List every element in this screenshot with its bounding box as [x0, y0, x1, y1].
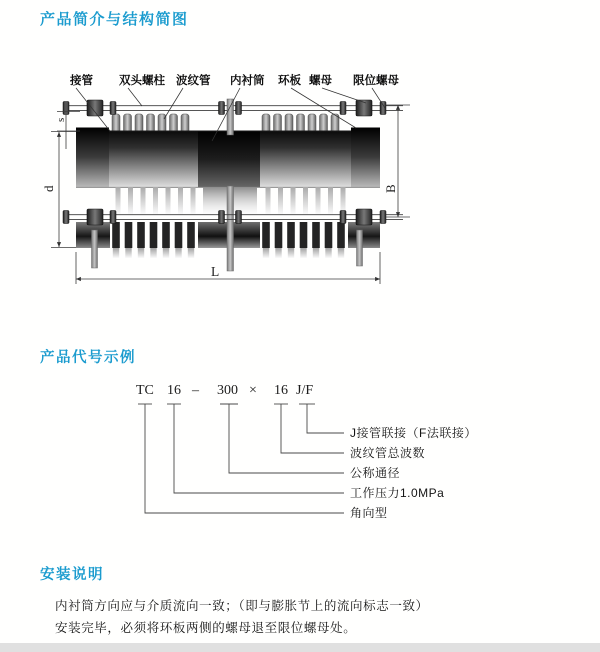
dim-label-s: s: [55, 117, 67, 122]
code-segment-dash: –: [192, 383, 199, 398]
label-double-end-stud: 双头螺柱: [119, 75, 165, 87]
label-bellows: 波纹管: [176, 75, 211, 87]
bellows-ribs-right: [262, 114, 339, 133]
bellows-ribs-left: [112, 114, 189, 133]
code-segment-times: ×: [249, 383, 257, 398]
install-instruction-line1: 内衬筒方向应与介质流向一致；（即与膨胀节上的流向标志一致）: [55, 599, 429, 613]
install-section-title: 安装说明: [40, 567, 104, 583]
callout-wave-count: 波纹管总波数: [350, 446, 426, 460]
label-connecting-pipe: 接管: [70, 75, 93, 87]
upper-shell: [76, 128, 380, 188]
callout-connection-type: J接管联接（F法联接）: [350, 426, 477, 440]
right-pipe-end: [351, 128, 380, 188]
inner-liner-band: [198, 131, 260, 187]
code-segment-pressure: 16: [167, 383, 181, 398]
callout-nominal-diameter: 公称通径: [350, 466, 401, 480]
center-ring-plate-stud-lower: [227, 186, 234, 271]
code-segment-waves: 16: [274, 383, 288, 398]
install-instruction-line2: 安装完毕，必须将环板两侧的螺母退至限位螺母处。: [55, 621, 357, 635]
expansion-joint-drawing: [41, 73, 410, 284]
part-labels: [69, 73, 399, 87]
center-ring-plate-stud-upper: [227, 99, 234, 135]
dim-label-d: d: [41, 185, 56, 192]
label-limit-nut: 限位螺母: [353, 75, 399, 87]
code-callout-connectors: [138, 404, 344, 513]
code-section-title: 产品代号示例: [40, 350, 136, 366]
page-bottom-edge: [0, 643, 600, 652]
callout-working-pressure: 工作压力1.0MPa: [350, 486, 445, 500]
dim-label-B: B: [383, 184, 398, 193]
left-pipe-end: [76, 128, 109, 188]
code-segment-type: TC: [136, 383, 154, 398]
callout-angular-type: 角向型: [350, 506, 388, 520]
label-ring-plate: 环板: [278, 75, 301, 87]
label-inner-liner: 内衬筒: [230, 75, 265, 87]
code-segment-dn: 300: [217, 383, 238, 398]
dim-label-L: L: [211, 264, 220, 279]
label-nut: 螺母: [309, 75, 332, 87]
code-segment-connection: J/F: [296, 383, 314, 398]
intro-section-title: 产品简介与结构简图: [40, 11, 189, 28]
